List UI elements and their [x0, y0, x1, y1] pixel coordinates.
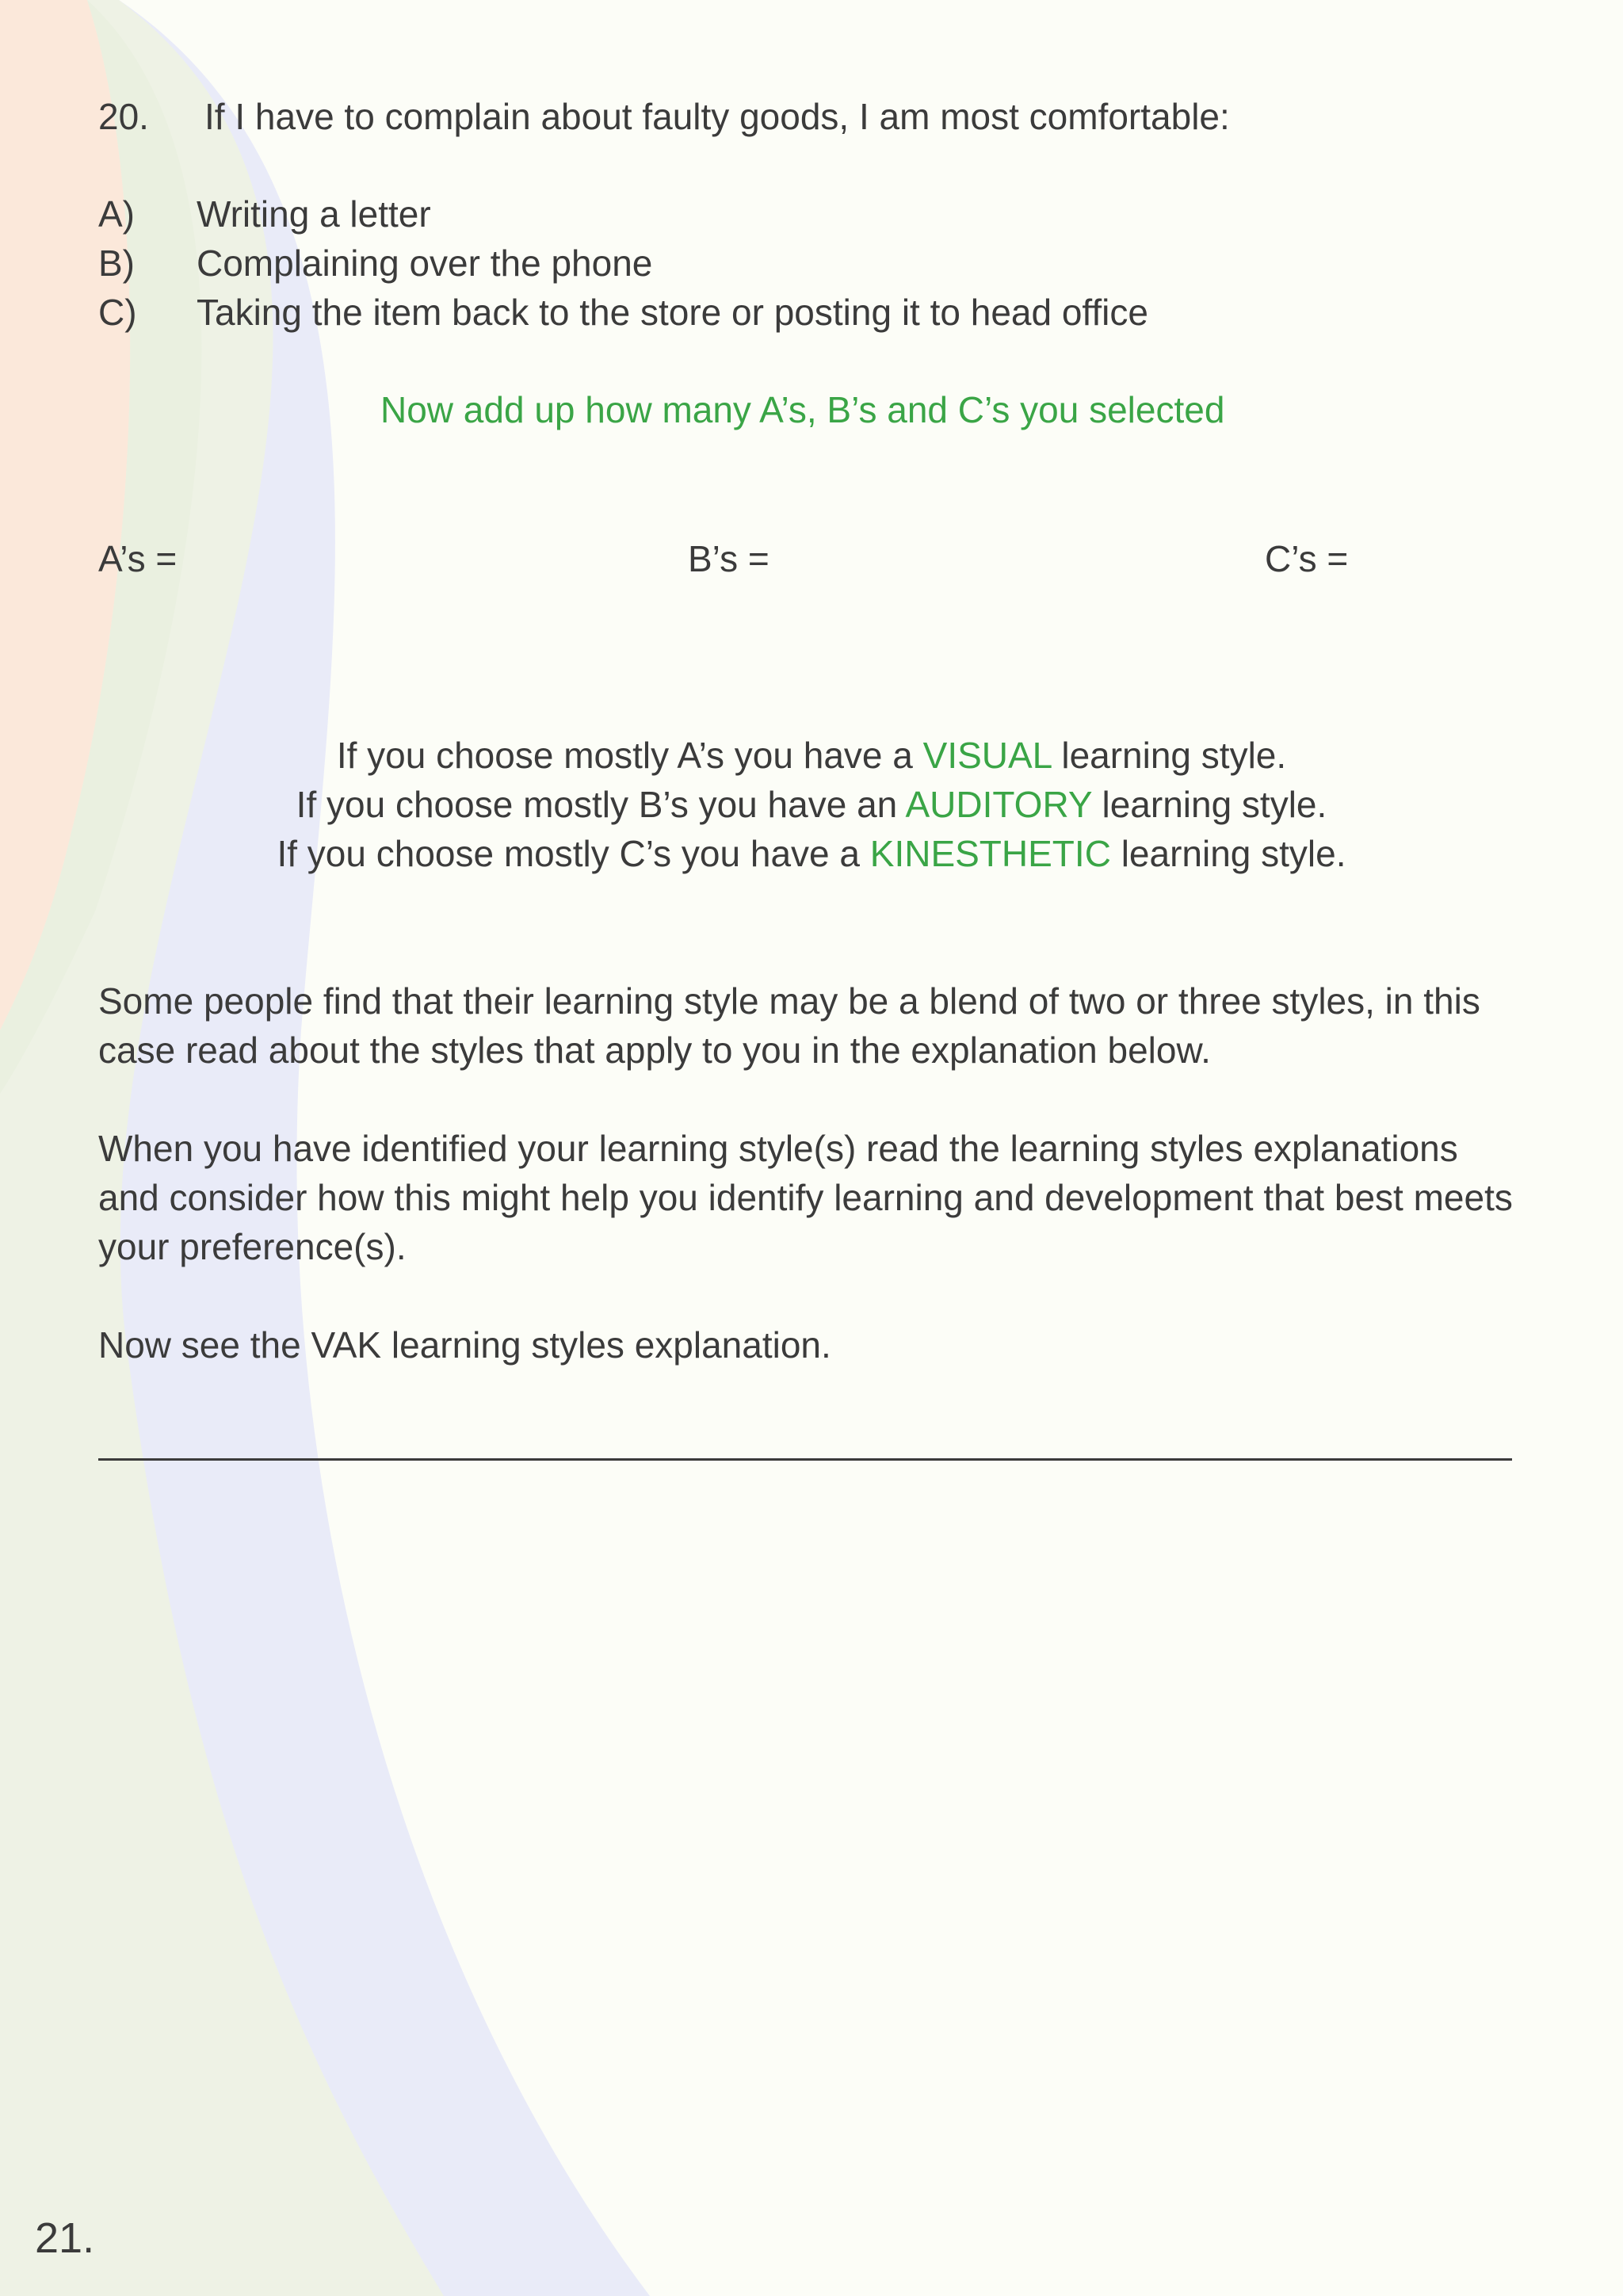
style-kinesthetic: KINESTHETIC: [869, 833, 1111, 874]
result-line-visual: [0, 731, 1623, 780]
identify-paragraph: When you have identified your learning style(s) read the learning styles explanations and consider how this might help you identify learning and development that best meets your preference(s).: [98, 1128, 1513, 1267]
tally-instruction: Now add up how many A’s, B’s and C’s you selected: [380, 389, 1225, 430]
page-number: 21.: [35, 2214, 95, 2262]
tally-c-label: C’s =: [1265, 538, 1349, 579]
result-text: If you choose mostly B’s you have an: [296, 784, 906, 825]
option-letter: B): [98, 243, 135, 284]
option-text: Writing a letter: [197, 193, 431, 235]
option-letter: C): [98, 292, 137, 333]
result-text: learning style.: [1110, 833, 1346, 874]
question-text: If I have to complain about faulty goods, I am most comfortable:: [204, 96, 1230, 137]
result-text: If you choose mostly C’s you have a: [277, 833, 870, 874]
result-line-auditory: [0, 780, 1623, 829]
tally-a-label: A’s =: [98, 538, 178, 579]
result-line-kinesthetic: [0, 829, 1623, 878]
option-text: Taking the item back to the store or posting it to head office: [197, 292, 1148, 333]
option-text: Complaining over the phone: [197, 243, 653, 284]
question-number: 20.: [98, 96, 149, 137]
style-auditory: AUDITORY: [905, 784, 1092, 825]
result-text: learning style.: [1091, 784, 1327, 825]
see-explanation-paragraph: Now see the VAK learning styles explanation.: [98, 1324, 831, 1366]
result-text: If you choose mostly A’s you have a: [336, 735, 923, 776]
style-visual: VISUAL: [922, 735, 1052, 776]
tally-b-label: B’s =: [688, 538, 769, 579]
blend-paragraph: Some people find that their learning style may be a blend of two or three styles, in this case read about the styles that apply to you in the explanation below.: [98, 980, 1480, 1071]
result-text: learning style.: [1051, 735, 1287, 776]
option-letter: A): [98, 193, 135, 235]
divider-line: [98, 1458, 1512, 1461]
